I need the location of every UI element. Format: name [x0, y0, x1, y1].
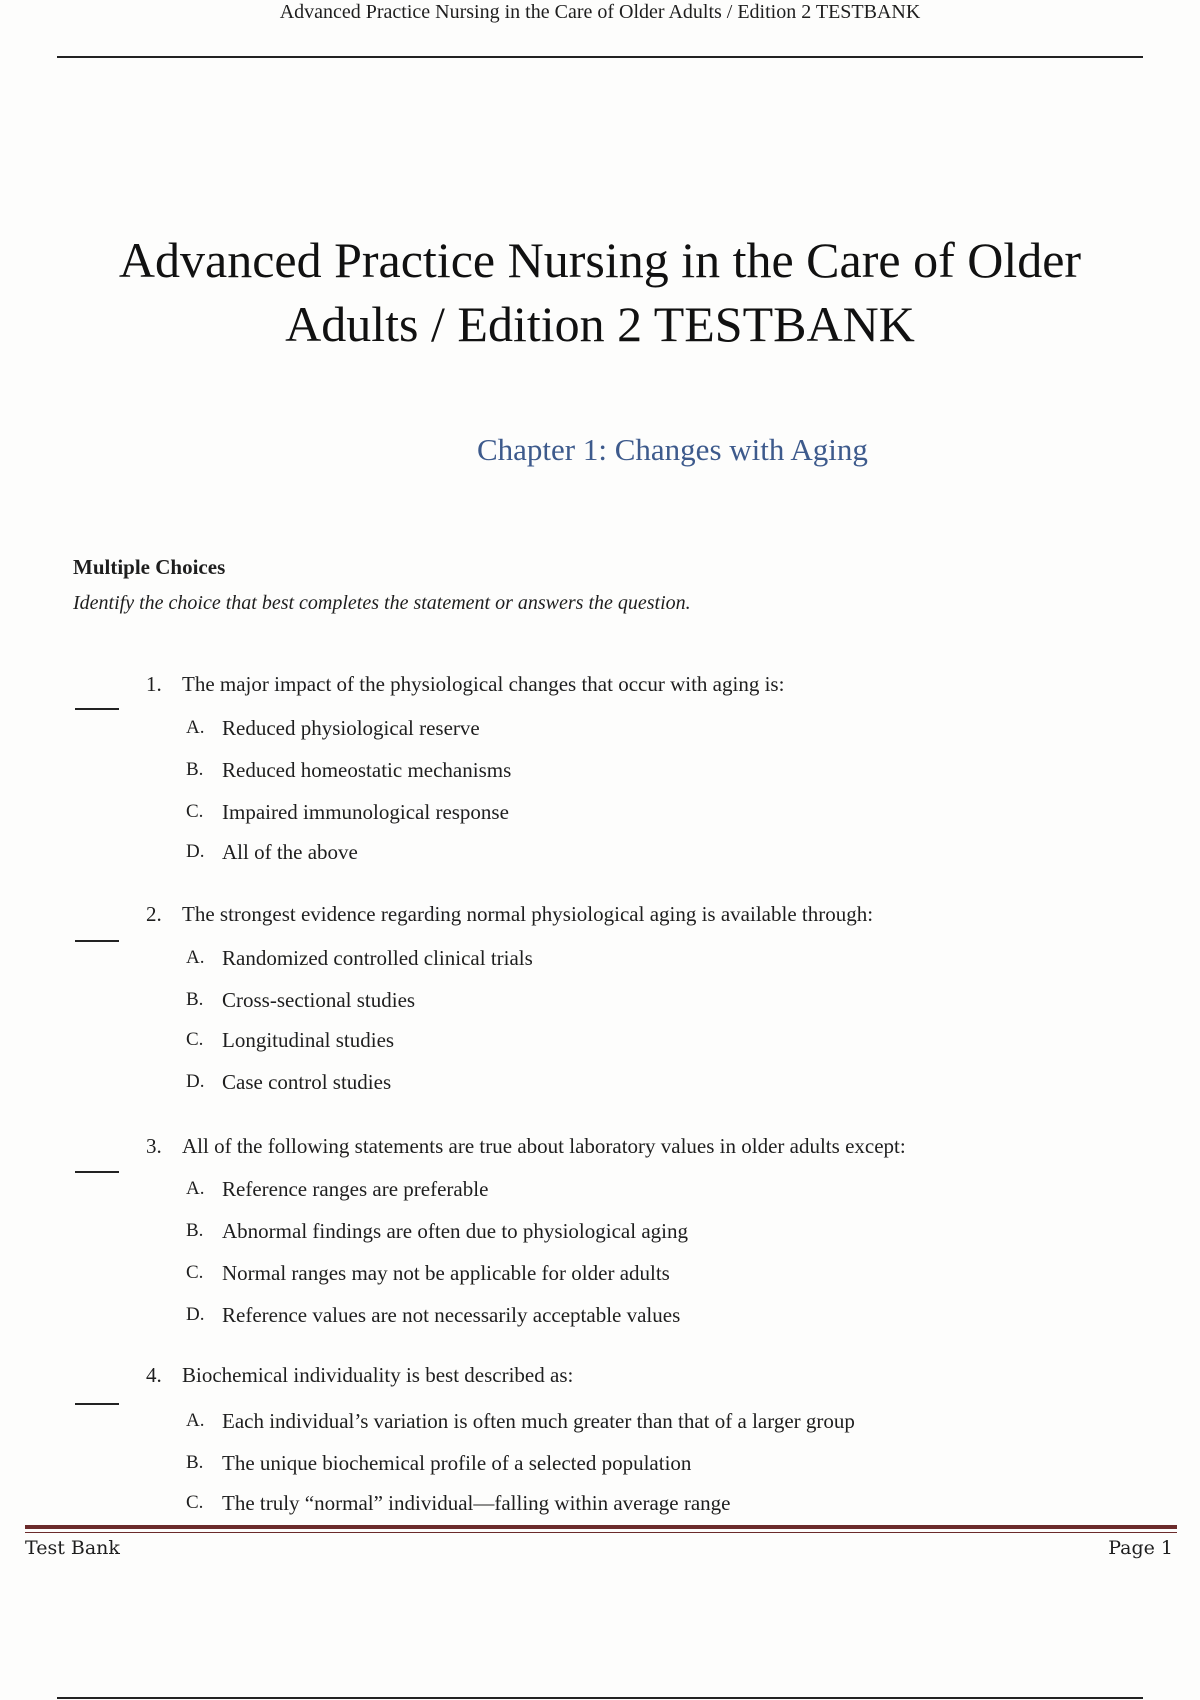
question-number: 2.: [146, 902, 162, 926]
footer-label: Test Bank: [25, 1537, 120, 1559]
document-title-line-1: Advanced Practice Nursing in the Care of Older: [118, 232, 1082, 288]
choice-letter: A.: [186, 717, 205, 738]
choice-text: Case control studies: [222, 1070, 392, 1094]
next-page-header-rule: [57, 1697, 1143, 1699]
header-rule: [57, 56, 1143, 58]
choice-text: Reduced homeostatic mechanisms: [222, 758, 512, 782]
choice-letter: D.: [186, 1071, 205, 1092]
choice-text: Each individual’s variation is often much greater than that of a larger group: [222, 1409, 855, 1433]
choice-letter: A.: [186, 1410, 205, 1431]
chapter-title: Chapter 1: Changes with Aging: [477, 432, 868, 467]
question-text: The strongest evidence regarding normal physiological aging is available through:: [182, 902, 874, 926]
document-title: [40, 228, 1160, 356]
question-number: 1.: [146, 672, 162, 696]
running-header: Advanced Practice Nursing in the Care of Older Adults / Edition 2 TESTBANK: [279, 1, 921, 23]
choice-text: Reference values are not necessarily acceptable values: [222, 1303, 681, 1327]
choice-text: Normal ranges may not be applicable for older adults: [222, 1261, 670, 1285]
choice-letter: D.: [186, 841, 205, 862]
question-text: Biochemical individuality is best described as:: [182, 1363, 574, 1387]
choice-letter: B.: [186, 1220, 204, 1241]
choice-letter: B.: [186, 1452, 204, 1473]
choice-letter: C.: [186, 1029, 204, 1050]
choice-letter: A.: [186, 1178, 205, 1199]
choice-text: Randomized controlled clinical trials: [222, 946, 533, 970]
footer-rule-thin: [25, 1532, 1177, 1533]
choice-letter: B.: [186, 759, 204, 780]
page-number: Page 1: [1108, 1537, 1173, 1559]
choice-text: Abnormal findings are often due to physiological aging: [222, 1219, 688, 1243]
question-number: 4.: [146, 1363, 162, 1387]
choice-text: All of the above: [222, 840, 358, 864]
choice-text: The truly “normal” individual—falling within average range: [222, 1491, 731, 1515]
section-heading: Multiple Choices: [73, 555, 226, 579]
choice-text: Impaired immunological response: [222, 800, 509, 824]
choice-letter: C.: [186, 801, 204, 822]
choice-text: Longitudinal studies: [222, 1028, 395, 1052]
choice-letter: C.: [186, 1492, 204, 1513]
choice-letter: A.: [186, 947, 205, 968]
choice-letter: D.: [186, 1304, 205, 1325]
footer-rule: [25, 1525, 1177, 1529]
choice-text: Reduced physiological reserve: [222, 716, 480, 740]
choice-text: The unique biochemical profile of a selected population: [222, 1451, 692, 1475]
choice-text: Cross-sectional studies: [222, 988, 416, 1012]
document-title-line-2: Adults / Edition 2 TESTBANK: [285, 296, 915, 352]
choice-text: Reference ranges are preferable: [222, 1177, 489, 1201]
answer-blank[interactable]: [75, 940, 119, 942]
choice-letter: C.: [186, 1262, 204, 1283]
question-text: All of the following statements are true about laboratory values in older adults except:: [182, 1134, 906, 1158]
answer-blank[interactable]: [75, 1403, 119, 1405]
answer-blank[interactable]: [75, 708, 119, 710]
question-text: The major impact of the physiological changes that occur with aging is:: [182, 672, 785, 696]
instructions: Identify the choice that best completes the statement or answers the question.: [73, 592, 691, 614]
answer-blank[interactable]: [75, 1171, 119, 1173]
question-number: 3.: [146, 1134, 162, 1158]
choice-letter: B.: [186, 989, 204, 1010]
